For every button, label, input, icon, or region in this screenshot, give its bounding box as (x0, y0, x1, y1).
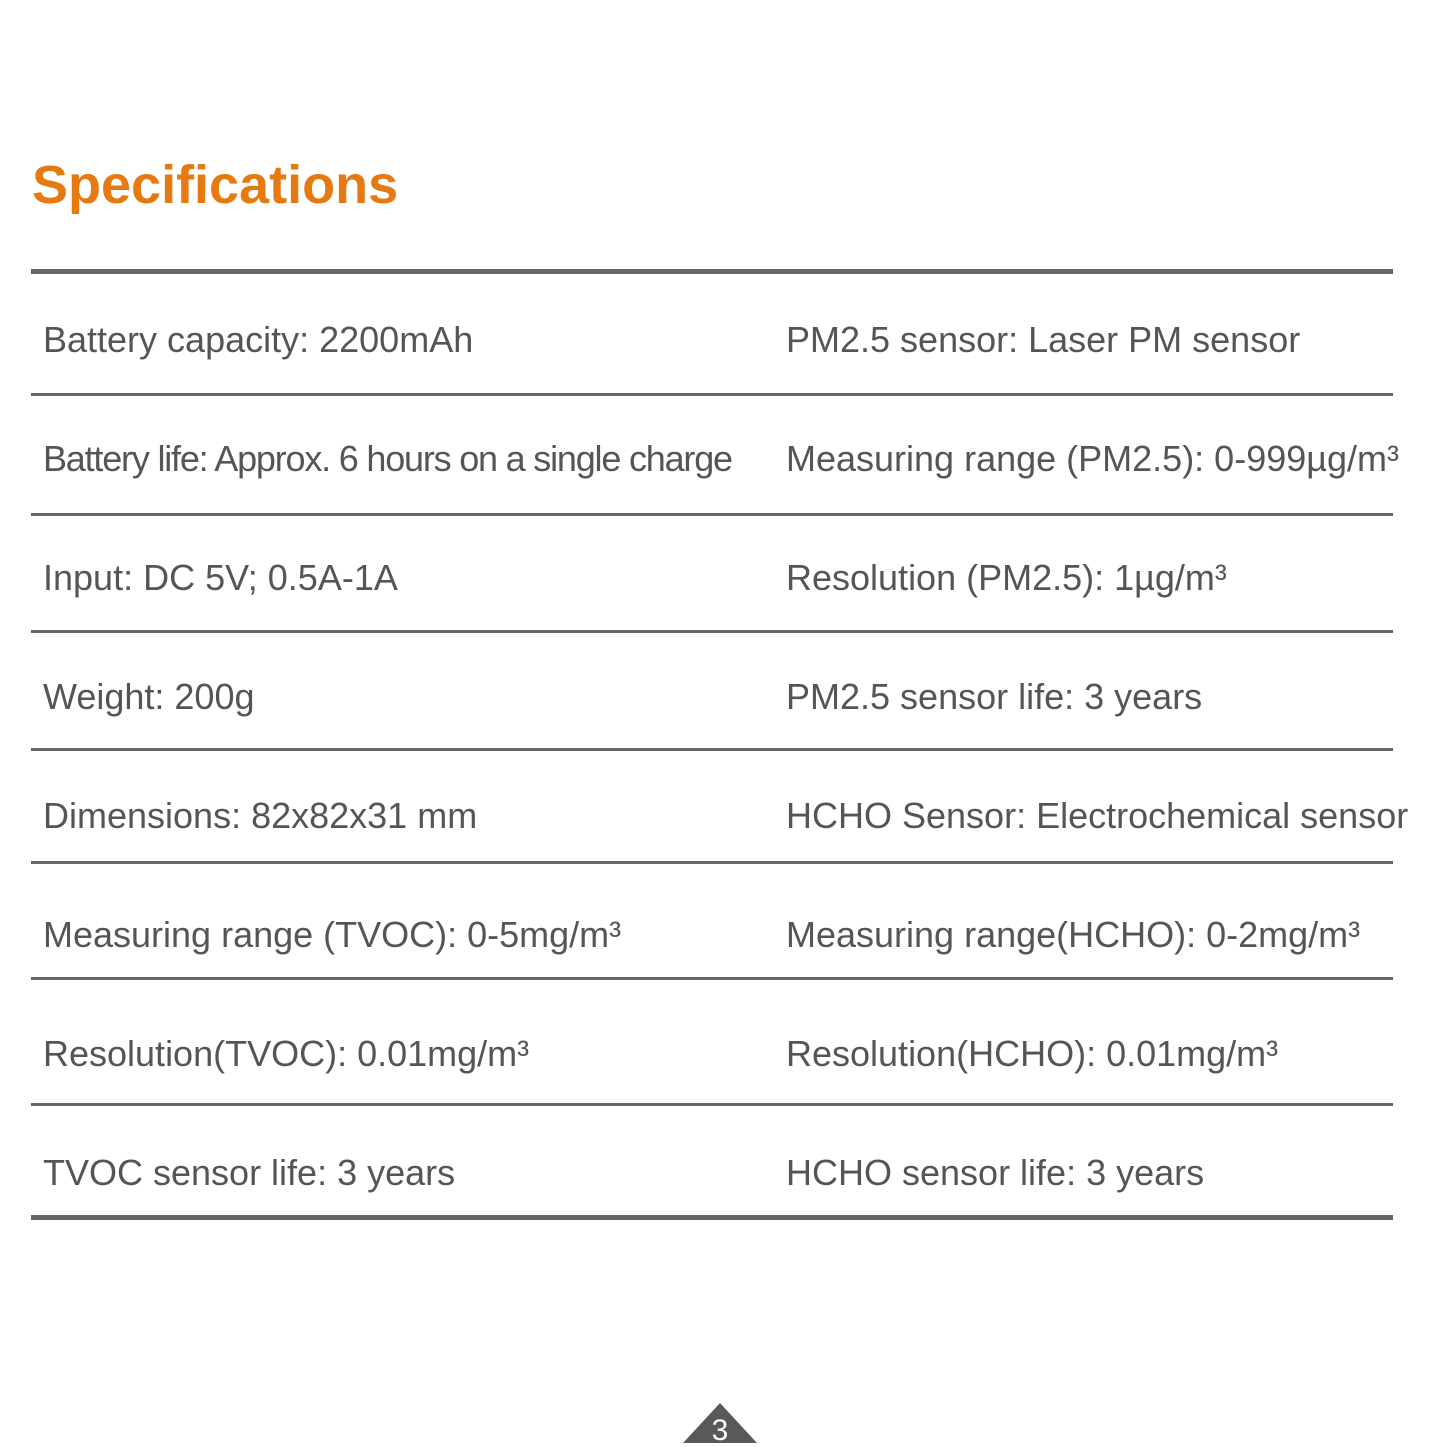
spec-pm25-sensor: PM2.5 sensor: Laser PM sensor (786, 319, 1301, 360)
spec-hcho-measuring-range: Measuring range(HCHO): 0-2mg/m³ (786, 914, 1361, 955)
spec-battery-life: Battery life: Approx. 6 hours on a single charge (43, 438, 732, 479)
spec-dimensions: Dimensions: 82x82x31 mm (43, 795, 478, 836)
row-divider (31, 513, 1393, 516)
page-number: 3 (711, 1414, 729, 1447)
row-divider (31, 393, 1393, 396)
row-divider (31, 977, 1393, 980)
spec-tvoc-sensor-life: TVOC sensor life: 3 years (43, 1152, 456, 1193)
spec-pm25-sensor-life: PM2.5 sensor life: 3 years (786, 676, 1203, 717)
spec-input: Input: DC 5V; 0.5A-1A (43, 557, 398, 598)
spec-hcho-sensor: HCHO Sensor: Electrochemical sensor (786, 795, 1409, 836)
spec-pm25-measuring-range: Measuring range (PM2.5): 0-999µg/m³ (786, 438, 1400, 479)
row-divider (31, 630, 1393, 633)
spec-hcho-resolution: Resolution(HCHO): 0.01mg/m³ (786, 1033, 1279, 1074)
page-title: Specifications (32, 155, 399, 215)
row-divider (31, 748, 1393, 751)
spec-weight: Weight: 200g (43, 676, 255, 717)
row-divider (31, 861, 1393, 864)
spec-hcho-sensor-life: HCHO sensor life: 3 years (786, 1152, 1205, 1193)
spec-tvoc-measuring-range: Measuring range (TVOC): 0-5mg/m³ (43, 914, 622, 955)
spec-battery-capacity: Battery capacity: 2200mAh (43, 319, 474, 360)
spec-pm25-resolution: Resolution (PM2.5): 1µg/m³ (786, 557, 1227, 598)
spec-tvoc-resolution: Resolution(TVOC): 0.01mg/m³ (43, 1033, 530, 1074)
table-bottom-rule (31, 1215, 1393, 1220)
row-divider (31, 1103, 1393, 1106)
table-top-rule (31, 269, 1393, 274)
